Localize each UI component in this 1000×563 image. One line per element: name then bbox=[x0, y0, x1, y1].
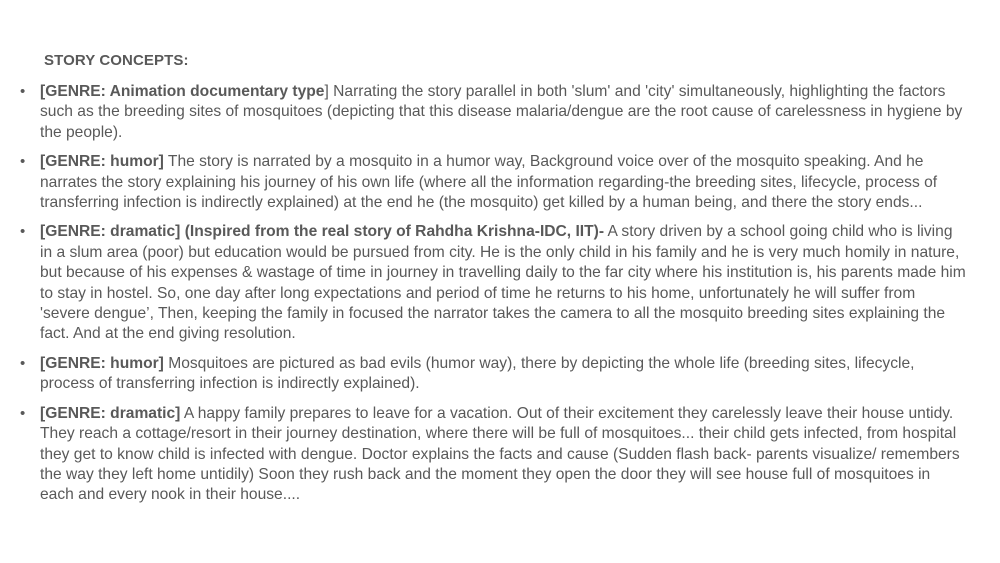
concept-text: ] Narrating the story parallel in both 'slum' and 'city' simultaneously, highlighting the factors such as the breeding sites of mosquitoes (depicting that this disease malaria/dengue are the root cause of carelessness in hygiene by the people). bbox=[40, 83, 963, 141]
story-concepts-list bbox=[18, 82, 968, 515]
genre-label: [GENRE: dramatic] bbox=[40, 404, 181, 422]
bullet-icon: • bbox=[20, 404, 26, 422]
concept-text: A happy family prepares to leave for a vacation. Out of their excitement they carelessly leave their house untidy. They reach a cottage/resort in their journey destination, where there will be full of mosquitoes... their child gets infected, from hospital they get to know child is infected with dengue. Doctor explains the facts and cause (Sudden flash back- parents visualize/ remembers the way they left home untidily) Soon they rush back and the moment they open the door they will see house full of mosquitoes in each and every nook in their house.... bbox=[40, 404, 960, 504]
genre-label: [GENRE: humor] bbox=[40, 153, 164, 171]
bullet-icon: • bbox=[20, 354, 26, 372]
bullet-icon: • bbox=[20, 223, 26, 241]
list-item bbox=[18, 152, 968, 213]
list-item bbox=[18, 404, 968, 506]
concept-text: The story is narrated by a mosquito in a humor way, Background voice over of the mosquito speaking. And he narrates the story explaining his journey of his own life (where all the information regarding-the breeding sites, lifecycle, process of transferring infection is indirectly explained) at the end he (the mosquito) get killed by a human being, and there the story ends... bbox=[40, 153, 938, 212]
genre-label: [GENRE: dramatic] (Inspired from the real story of Rahdha Krishna-IDC, IIT)- bbox=[40, 223, 605, 241]
genre-label: [GENRE: humor] bbox=[40, 354, 164, 372]
slide-heading: STORY CONCEPTS: bbox=[44, 52, 189, 69]
list-item bbox=[18, 354, 968, 395]
list-item bbox=[18, 82, 968, 143]
list-item bbox=[18, 222, 968, 344]
bullet-icon: • bbox=[20, 153, 26, 171]
concept-text: Mosquitoes are pictured as bad evils (humor way), there by depicting the whole life (breeding sites, lifecycle, process of transferring infection is indirectly explained). bbox=[40, 354, 915, 393]
concept-text: A story driven by a school going child who is living in a slum area (poor) but education would be pursued from city. He is the only child in his family and he is very much homily in nature, but because of his expenses & wastage of time in journey in travelling daily to the far city where his institution is, his parents made him to stay in hostel. So, one day after long expectations and period of time he returns to his home, unfortunately he will suffer from 'severe dengue’, Then, keeping the family in focused the narrator takes the camera to all the mosquito breeding sites explaining the fact. And at the end giving resolution. bbox=[40, 223, 966, 343]
bullet-icon: • bbox=[20, 83, 26, 100]
genre-label: [GENRE: Animation documentary type bbox=[40, 83, 325, 100]
